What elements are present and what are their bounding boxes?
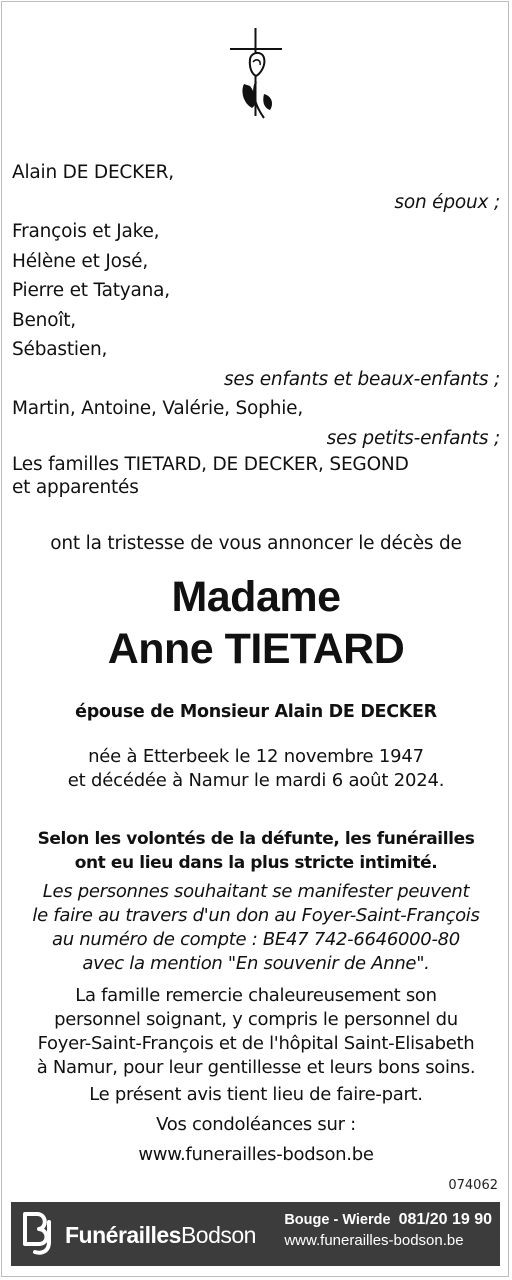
children-role: ses enfants et beaux-enfants ; (223, 368, 500, 390)
child-name: Benoît, (12, 309, 76, 331)
spouse-line: épouse de Monsieur Alain DE DECKER (75, 702, 437, 722)
thanks-line: à Namur, pour leur gentillesse et leurs bons soins. (36, 1057, 476, 1078)
wishes-line: Selon les volontés de la défunte, les funérailles (37, 829, 475, 849)
husband-role: son époux ; (394, 191, 500, 213)
funeral-wishes (0, 827, 512, 875)
footer-contact (284, 1211, 492, 1249)
brand-part2: Bodson (180, 1222, 256, 1248)
family-list (12, 158, 502, 499)
condolences-url[interactable]: www.funerailles-bodson.be (138, 1144, 374, 1165)
cross-with-rose-icon (220, 24, 292, 124)
bodson-logo-icon (19, 1208, 63, 1258)
wishes-line: ont eu lieu dans la plus stricte intimité. (74, 853, 438, 873)
brand-part1: Funérailles (65, 1222, 181, 1248)
child-name: François et Jake, (12, 221, 160, 242)
child-name: Pierre et Tatyana, (12, 280, 170, 301)
deceased-name: Anne TIETARD (107, 625, 405, 673)
thanks-line: personnel soignant, y compris le personnel du (54, 1009, 458, 1030)
grandchildren-role: ses petits-enfants ; (326, 427, 500, 449)
child-name: Sébastien, (12, 339, 108, 360)
donation-line: avec la mention "En souvenir de Anne". (82, 953, 430, 974)
footer-locations: Bouge - Wierde (284, 1212, 391, 1228)
reference-number: 074062 (448, 1178, 498, 1193)
brand-name (65, 1222, 256, 1249)
notice-line: Le présent avis tient lieu de faire-part. (89, 1084, 423, 1105)
families-line: Les familles TIETARD, DE DECKER, SEGOND (12, 454, 409, 475)
deceased-title: Madame (171, 573, 341, 621)
footer-banner (11, 1202, 500, 1266)
thanks-line: Foyer-Saint-François et de l'hôpital Saint-Elisabeth (37, 1033, 475, 1054)
footer-phone[interactable]: 081/20 19 90 (398, 1211, 492, 1228)
child-name: Hélène et José, (12, 250, 148, 272)
grandchildren-names: Martin, Antoine, Valérie, Sophie, (12, 398, 304, 419)
dates-block (0, 745, 512, 793)
death-line: et décédée à Namur le mardi 6 août 2024. (67, 770, 445, 791)
condolences-line: Vos condoléances sur : (156, 1114, 356, 1135)
announcement: ont la tristesse de vous annoncer le décès de (50, 533, 462, 554)
donation-block (0, 880, 512, 976)
donation-line: Les personnes souhaitant se manifester peuvent (42, 881, 470, 902)
donation-line: le faire au travers d'un don au Foyer-Saint-François (32, 905, 480, 926)
deceased-name-block (0, 571, 512, 675)
thanks-block (0, 984, 512, 1080)
donation-line: au numéro de compte : BE47 742-6646000-80 (52, 929, 460, 950)
birth-line: née à Etterbeek le 12 novembre 1947 (88, 746, 424, 767)
related-line: et apparentés (12, 477, 139, 498)
thanks-line: La famille remercie chaleureusement son (75, 985, 437, 1006)
husband-name: Alain DE DECKER, (12, 162, 174, 183)
footer-website[interactable]: www.funerailles-bodson.be (284, 1232, 464, 1249)
